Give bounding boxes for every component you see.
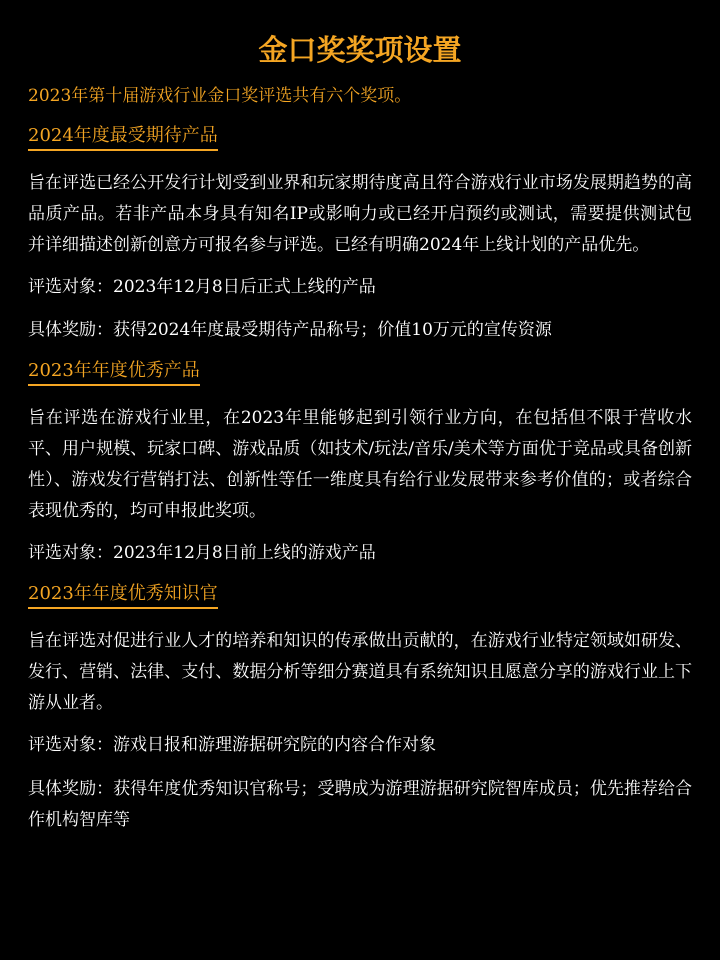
section-reward: 具体奖励：获得年度优秀知识官称号；受聘成为游理游据研究院智库成员；优先推荐给合作机构智库等 [28,779,692,830]
award-section-most-anticipated [28,124,692,344]
section-description: 旨在评选已经公开发行计划受到业界和玩家期待度高且符合游戏行业市场发展期趋势的高品质产品。若非产品本身具有知名IP或影响力或已经开启预约或测试，需要提供测试包并详细描述创新创意方可报名参与评选。已经有明确2024年上线计划的产品优先。 [28,173,692,255]
intro-text: 2023年第十届游戏行业金口奖评选共有六个奖项。 [28,86,412,106]
section-target: 评选对象：游戏日报和游理游据研究院的内容合作对象 [28,735,436,755]
section-target: 评选对象：2023年12月8日后正式上线的产品 [28,277,376,297]
section-heading: 2023年年度优秀知识官 [28,582,218,609]
award-section-excellent-product [28,359,692,567]
section-heading: 2023年年度优秀产品 [28,359,200,386]
section-target: 评选对象：2023年12月8日前上线的游戏产品 [28,543,376,563]
page-title: 金口奖奖项设置 [258,33,462,67]
section-heading: 2024年度最受期待产品 [28,124,218,151]
section-description: 旨在评选对促进行业人才的培养和知识的传承做出贡献的，在游戏行业特定领域如研发、发行、营销、法律、支付、数据分析等细分赛道具有系统知识且愿意分享的游戏行业上下游从业者。 [28,631,692,713]
section-reward: 具体奖励：获得2024年度最受期待产品称号；价值10万元的宣传资源 [28,320,552,340]
award-section-knowledge-officer [28,582,692,836]
section-description: 旨在评选在游戏行业里，在2023年里能够起到引领行业方向，在包括但不限于营收水平、用户规模、玩家口碑、游戏品质（如技术/玩法/音乐/美术等方面优于竞品或具备创新性）、游戏发行营销打法、创新性等任一维度具有给行业发展带来参考价值的；或者综合表现优秀的，均可申报此奖项。 [28,408,692,521]
